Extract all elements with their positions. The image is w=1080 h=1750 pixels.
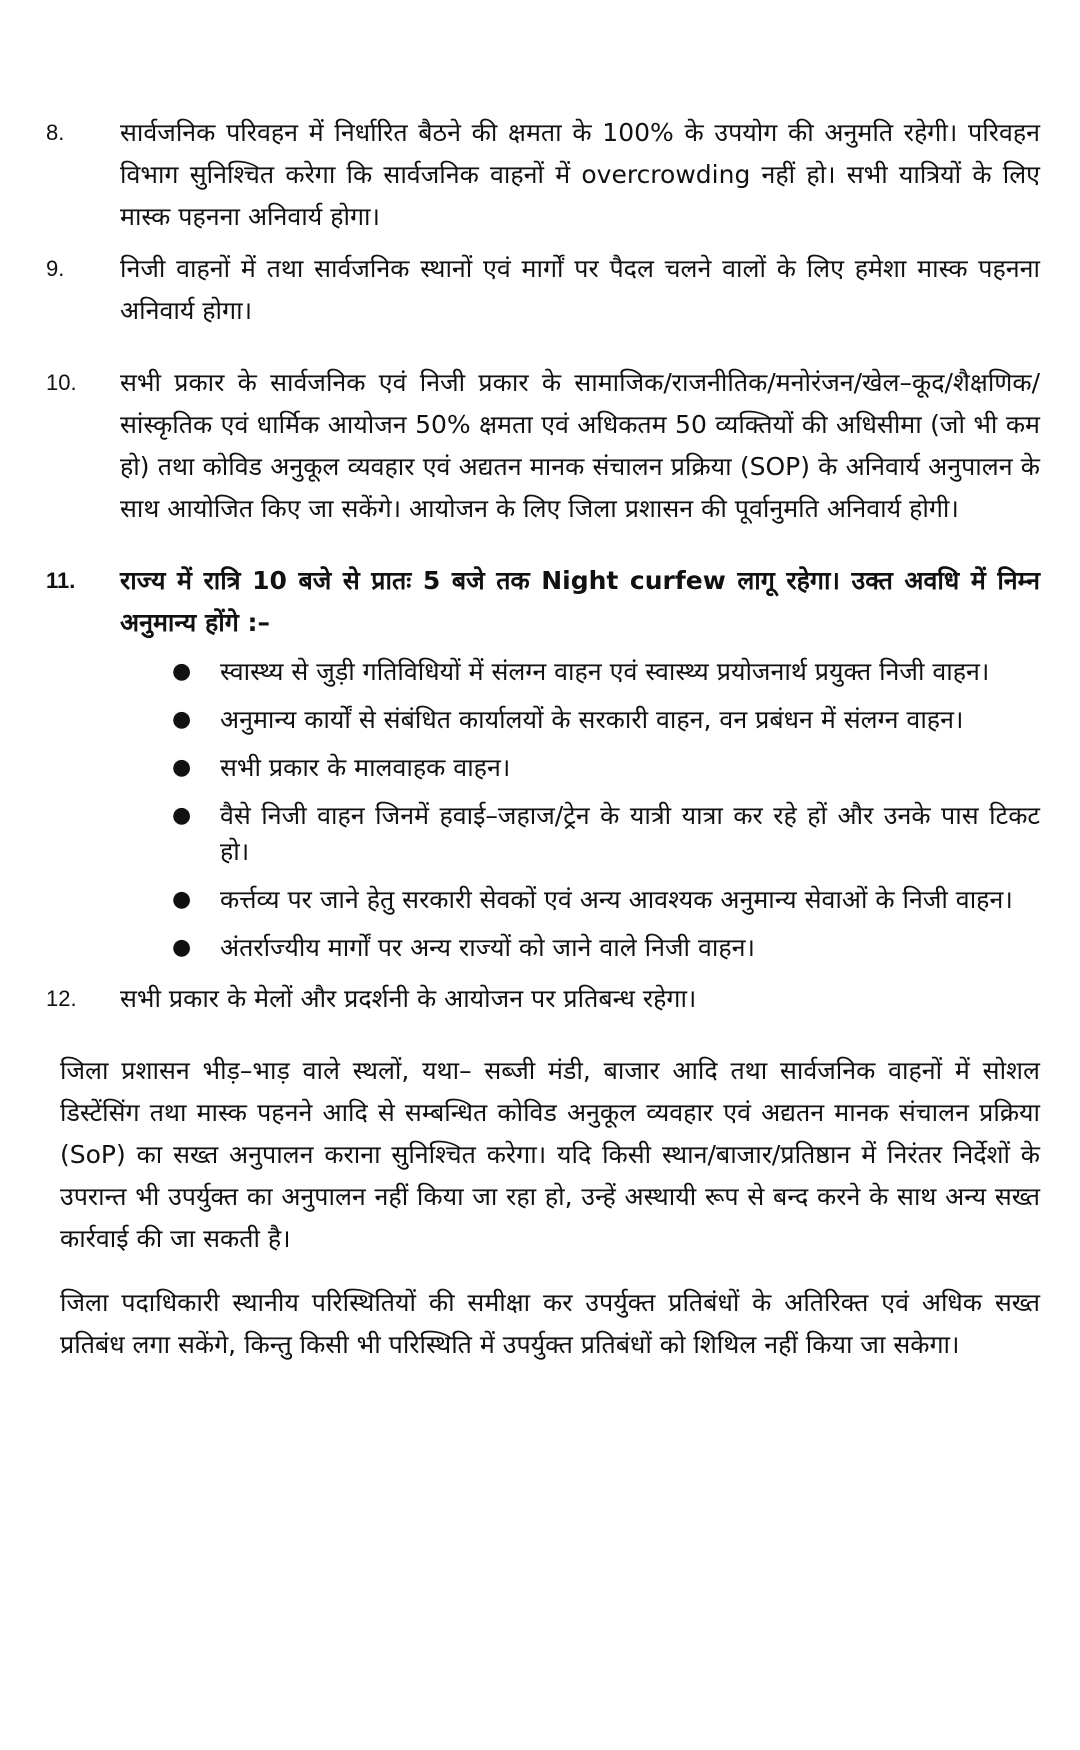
list-item-text: सभी प्रकार के मालवाहक वाहन। bbox=[220, 753, 511, 782]
list-item-text: स्वास्थ्य से जुड़ी गतिविधियों में संलग्न वाहन एवं स्वास्थ्य प्रयोजनार्थ प्रयुक्त निजी वाहन। bbox=[220, 657, 990, 686]
night-curfew-exemptions-list bbox=[42, 654, 1040, 966]
list-item bbox=[172, 750, 1040, 786]
bullet-icon: ● bbox=[172, 887, 192, 912]
bullet-icon: ● bbox=[172, 659, 192, 684]
district-administration-paragraph: जिला प्रशासन भीड़–भाड़ वाले स्थलों, यथा– सब्जी मंडी, बाजार आदि तथा सार्वजनिक वाहनों में सोशल डिस्टेंसिंग तथा मास्क पहनने आदि से सम्बन्धित कोविड अनुकूल व्यवहार एवं अद्यतन मानक संचालन प्रक्रिया (SoP) का सख्त अनुपालन कराना सुनिश्चित करेगा। यदि किसी स्थान/बाजार/प्रतिष्ठान में निरंतर निर्देशों के उपरान्त भी उपर्युक्त का अनुपालन नहीं किया जा रहा हो, उन्हें अस्थायी रूप से बन्द करने के साथ अन्य सख्त कार्रवाई की जा सकती है। bbox=[60, 1056, 1040, 1253]
list-item bbox=[172, 702, 1040, 738]
clause-10 bbox=[42, 362, 1040, 530]
list-item bbox=[172, 654, 1040, 690]
bullet-icon: ● bbox=[172, 755, 192, 780]
list-item-text: अंतर्राज्यीय मार्गों पर अन्य राज्यों को जाने वाले निजी वाहन। bbox=[220, 933, 755, 962]
clause-number: 11. bbox=[46, 568, 76, 593]
clause-text: सार्वजनिक परिवहन में निर्धारित बैठने की क्षमता के 100% के उपयोग की अनुमति रहेगी। परिवहन विभाग सुनिश्चित करेगा कि सार्वजनिक वाहनों में overcrowding नहीं हो। सभी यात्रियों के लिए मास्क पहनना अनिवार्य होगा। bbox=[120, 118, 1040, 231]
list-item bbox=[172, 882, 1040, 918]
clause-12 bbox=[42, 978, 1040, 1020]
clause-number: 9. bbox=[46, 256, 65, 281]
district-magistrate-paragraph: जिला पदाधिकारी स्थानीय परिस्थितियों की समीक्षा कर उपर्युक्त प्रतिबंधों के अतिरिक्त एवं अधिक सख्त प्रतिबंध लगा सकेंगे, किन्तु किसी भी परिस्थिति में उपर्युक्त प्रतिबंधों को शिथिल नहीं किया जा सकेगा। bbox=[60, 1288, 1040, 1359]
list-item bbox=[172, 930, 1040, 966]
list-item-text: वैसे निजी वाहन जिनमें हवाई–जहाज/ट्रेन के यात्री यात्रा कर रहे हों और उनके पास टिकट हो। bbox=[220, 801, 1040, 866]
list-item-text: अनुमान्य कार्यों से संबंधित कार्यालयों के सरकारी वाहन, वन प्रबंधन में संलग्न वाहन। bbox=[220, 705, 964, 734]
clause-text: सभी प्रकार के मेलों और प्रदर्शनी के आयोजन पर प्रतिबन्ध रहेगा। bbox=[120, 984, 697, 1013]
clause-number: 12. bbox=[46, 986, 77, 1011]
list-item-text: कर्त्तव्य पर जाने हेतु सरकारी सेवकों एवं अन्य आवश्यक अनुमान्य सेवाओं के निजी वाहन। bbox=[220, 885, 1013, 914]
clause-text: सभी प्रकार के सार्वजनिक एवं निजी प्रकार के सामाजिक/राजनीतिक/मनोरंजन/खेल–कूद/शैक्षणिक/सांस्कृतिक एवं धार्मिक आयोजन 50% क्षमता एवं अधिकतम 50 व्यक्तियों की अधिसीमा (जो भी कम हो) तथा कोविड अनुकूल व्यवहार एवं अद्यतन मानक संचालन प्रक्रिया (SOP) के अनिवार्य अनुपालन के साथ आयोजित किए जा सकेंगे। आयोजन के लिए जिला प्रशासन की पूर्वानुमति अनिवार्य होगी। bbox=[120, 368, 1040, 523]
clause-text: निजी वाहनों में तथा सार्वजनिक स्थानों एवं मार्गों पर पैदल चलने वालों के लिए हमेशा मास्क पहनना अनिवार्य होगा। bbox=[120, 254, 1040, 325]
clause-number: 10. bbox=[46, 370, 77, 395]
clause-number: 8. bbox=[46, 120, 65, 145]
clause-text: राज्य में रात्रि 10 बजे से प्रातः 5 बजे तक Night curfew लागू रहेगा। उक्त अवधि में निम्न अनुमान्य होंगे :– bbox=[120, 566, 1040, 637]
bullet-icon: ● bbox=[172, 935, 192, 960]
clause-9 bbox=[42, 248, 1040, 332]
bullet-icon: ● bbox=[172, 803, 192, 828]
list-item bbox=[172, 798, 1040, 870]
clause-8 bbox=[42, 112, 1040, 238]
bullet-icon: ● bbox=[172, 707, 192, 732]
clause-11 bbox=[42, 560, 1040, 644]
